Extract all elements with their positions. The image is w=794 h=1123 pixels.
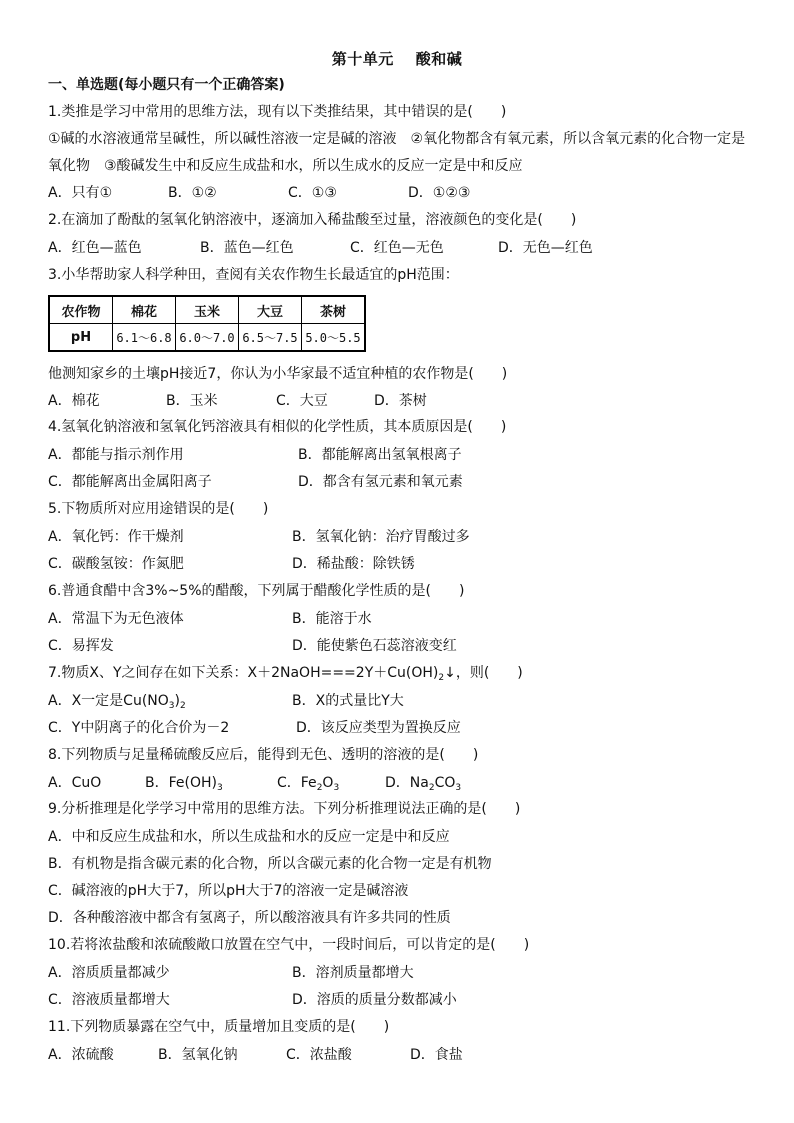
option-d[interactable]: D．稀盐酸：除铁锈: [292, 556, 415, 572]
option-text: O: [322, 775, 334, 791]
option-a[interactable]: A．常温下为无色液体: [48, 611, 184, 627]
table-cell: 5.0～5.5: [302, 324, 366, 352]
table-cell: 6.5～7.5: [239, 324, 302, 352]
option-b[interactable]: B．玉米: [166, 393, 218, 409]
question-11-options: [48, 1045, 746, 1065]
question-10-stem: 10.若将浓盐酸和浓硫酸敞口放置在空气中，一段时间后，可以肯定的是( ): [48, 937, 530, 953]
option-a[interactable]: A．浓硫酸: [48, 1047, 114, 1063]
question-2-stem: 2.在滴加了酚酞的氢氧化钠溶液中，逐滴加入稀盐酸至过量，溶液颜色的变化是( ): [48, 212, 577, 228]
table-row: [49, 324, 365, 352]
option-text: CO: [434, 775, 456, 791]
question-1-body: ①碱的水溶液通常呈碱性，所以碱性溶液一定是碱的溶液 ②氧化物都含有氧元素，所以含氧元素的化合物一定是氧化物 ③酸碱发生中和反应生成盐和水，所以生成水的反应一定是中和反应: [48, 131, 746, 174]
question-4-options-row1: [48, 445, 746, 465]
question-10-options-row1: [48, 963, 746, 983]
question-5-options-row2: [48, 554, 746, 574]
question-4-stem: 4.氢氧化钠溶液和氢氧化钙溶液具有相似的化学性质，其本质原因是( ): [48, 419, 507, 435]
option-text: D．Na: [385, 775, 429, 791]
option-d[interactable]: D．该反应类型为置换反应: [296, 720, 461, 736]
table-cell: pH: [49, 324, 113, 352]
option-c[interactable]: C．都能解离出金属阳离子: [48, 474, 212, 490]
question-4-options-row2: [48, 472, 746, 492]
option-d[interactable]: D．能使紫色石蕊溶液变红: [292, 638, 457, 654]
section-heading: 一、单选题(每小题只有一个正确答案): [48, 77, 285, 93]
option-text: A．X一定是Cu(NO: [48, 693, 169, 709]
option-c[interactable]: C．溶液质量都增大: [48, 992, 170, 1008]
question-7-stem: [48, 663, 746, 688]
option-d[interactable]: D．都含有氢元素和氧元素: [298, 474, 463, 490]
option-b[interactable]: B．有机物是指含碳元素的化合物，所以含碳元素的化合物一定是有机物: [48, 856, 492, 872]
table-header-cell: 玉米: [176, 296, 239, 324]
question-10-options-row2: [48, 990, 746, 1010]
question-11-stem: 11.下列物质暴露在空气中，质量增加且变质的是( ): [48, 1019, 390, 1035]
question-1-stem: 1.类推是学习中常用的思维方法，现有以下类推结果，其中错误的是( ): [48, 104, 507, 120]
option-a[interactable]: A．棉花: [48, 393, 100, 409]
option-a[interactable]: A．中和反应生成盐和水，所以生成盐和水的反应一定是中和反应: [48, 829, 450, 845]
question-7-options-row2: [48, 718, 746, 738]
option-b[interactable]: [145, 773, 277, 798]
option-c[interactable]: C．碳酸氢铵：作氮肥: [48, 556, 184, 572]
option-a[interactable]: A．CuO: [48, 775, 102, 791]
question-6-options-row2: [48, 636, 746, 656]
question-1-options: [48, 183, 746, 203]
table-header-cell: 棉花: [113, 296, 176, 324]
table-header-cell: 农作物: [49, 296, 113, 324]
subscript: 3: [168, 701, 175, 711]
page-title: [0, 48, 794, 69]
subscript: 3: [455, 783, 462, 793]
question-3-followup: 他测知家乡的土壤pH接近7，你认为小华家最不适宜种植的农作物是( ): [48, 366, 508, 382]
option-d[interactable]: D．溶质的质量分数都减小: [292, 992, 457, 1008]
question-3-options: [48, 391, 746, 411]
option-c[interactable]: C．碱溶液的pH大于7，所以pH大于7的溶液一定是碱溶液: [48, 883, 409, 899]
option-b[interactable]: B．蓝色—红色: [200, 240, 294, 256]
option-b[interactable]: B．氢氧化钠: [158, 1047, 238, 1063]
subscript: 2: [316, 783, 323, 793]
stem-text: 7.物质X、Y之间存在如下关系：X＋2NaOH===2Y＋Cu(OH): [48, 665, 439, 681]
option-b[interactable]: B．溶剂质量都增大: [292, 965, 414, 981]
option-c[interactable]: [277, 773, 385, 798]
option-c[interactable]: C．浓盐酸: [286, 1047, 352, 1063]
option-b[interactable]: B．X的式量比Y大: [292, 693, 404, 709]
option-b[interactable]: B．①②: [168, 185, 217, 201]
table-header-cell: 茶树: [302, 296, 366, 324]
option-text: B．Fe(OH): [145, 775, 217, 791]
option-d[interactable]: [385, 773, 461, 798]
table-cell: 6.0～7.0: [176, 324, 239, 352]
stem-text: ↓，则( ): [444, 665, 523, 681]
option-d[interactable]: D．无色—红色: [498, 240, 593, 256]
option-a[interactable]: A．只有①: [48, 185, 113, 201]
option-a[interactable]: A．溶质质量都减少: [48, 965, 170, 981]
option-c[interactable]: C．①③: [288, 185, 337, 201]
question-2-options: [48, 238, 746, 258]
question-5-stem: 5.下物质所对应用途错误的是( ): [48, 501, 269, 517]
option-c[interactable]: C．大豆: [276, 393, 328, 409]
question-8-options: [48, 773, 746, 798]
option-a[interactable]: [48, 691, 292, 716]
table-header-row: [49, 296, 365, 324]
option-a[interactable]: A．氧化钙：作干燥剂: [48, 529, 184, 545]
option-c[interactable]: C．红色—无色: [350, 240, 444, 256]
subscript: 2: [428, 783, 435, 793]
subscript: 3: [333, 783, 340, 793]
subscript: 2: [438, 673, 445, 683]
question-5-options-row1: [48, 527, 746, 547]
title-unit: 第十单元: [331, 50, 394, 68]
option-a[interactable]: A．都能与指示剂作用: [48, 447, 184, 463]
option-b[interactable]: B．能溶于水: [292, 611, 372, 627]
title-topic: 酸和碱: [415, 50, 463, 68]
option-b[interactable]: B．都能解离出氢氧根离子: [298, 447, 462, 463]
question-6-options-row1: [48, 609, 746, 629]
option-d[interactable]: D．各种酸溶液中都含有氢离子，所以酸溶液具有许多共同的性质: [48, 910, 451, 926]
ph-range-table: [48, 295, 366, 352]
subscript: 3: [216, 783, 223, 793]
option-text: C．Fe: [277, 775, 317, 791]
option-d[interactable]: D．茶树: [374, 393, 427, 409]
question-6-stem: 6.普通食醋中含3%~5%的醋酸，下列属于醋酸化学性质的是( ): [48, 583, 465, 599]
option-c[interactable]: C．易挥发: [48, 638, 114, 654]
option-d[interactable]: D．①②③: [408, 185, 471, 201]
question-8-stem: 8.下列物质与足量稀硫酸反应后，能得到无色、透明的溶液的是( ): [48, 747, 479, 763]
question-7-options-row1: [48, 691, 746, 716]
option-b[interactable]: B．氢氧化钠：治疗胃酸过多: [292, 529, 470, 545]
option-a[interactable]: A．红色—蓝色: [48, 240, 142, 256]
question-3-stem: 3.小华帮助家人科学种田，查阅有关农作物生长最适宜的pH范围：: [48, 267, 459, 283]
table-header-cell: 大豆: [239, 296, 302, 324]
option-c[interactable]: C．Y中阴离子的化合价为－2: [48, 720, 230, 736]
option-d[interactable]: D．食盐: [410, 1047, 463, 1063]
table-cell: 6.1～6.8: [113, 324, 176, 352]
question-9-stem: 9.分析推理是化学学习中常用的思维方法。下列分析推理说法正确的是( ): [48, 801, 521, 817]
subscript: 2: [179, 701, 186, 711]
option-text: ): [174, 693, 180, 709]
